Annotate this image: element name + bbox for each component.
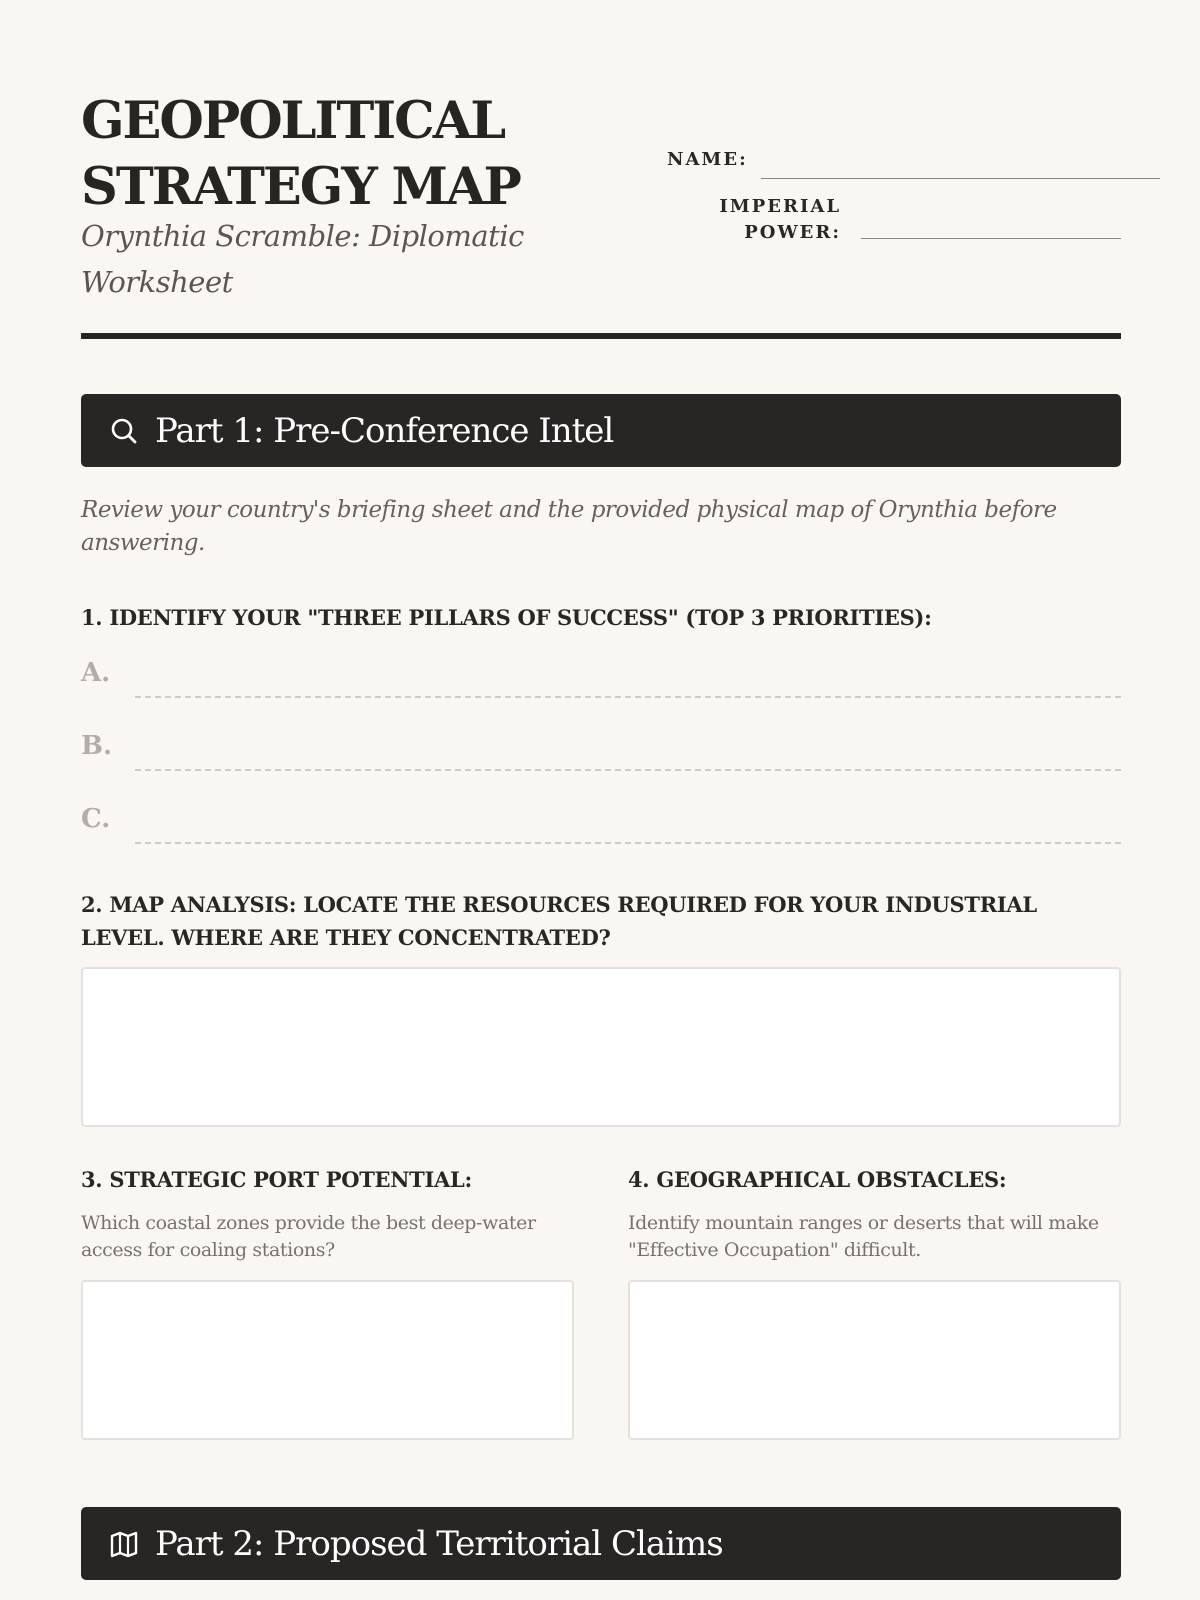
question-1-label: 1. IDENTIFY YOUR "THREE PILLARS OF SUCCESS" (TOP 3 PRIORITIES): — [81, 605, 932, 630]
title-line-1: GEOPOLITICAL — [81, 91, 505, 151]
title-line-2: STRATEGY MAP — [81, 157, 520, 217]
page-subtitle: Orynthia Scramble: Diplomatic Worksheet — [81, 219, 524, 299]
question-3-answer-box[interactable] — [81, 1280, 574, 1440]
pillar-letter-b: B. — [81, 731, 113, 761]
question-3-hint: Which coastal zones provide the best deep-water access for coaling stations? — [81, 1212, 536, 1261]
worksheet-page — [81, 0, 1121, 1564]
pillar-a-field[interactable] — [135, 696, 1121, 698]
page-title — [81, 88, 601, 220]
pillar-letter-c: C. — [81, 804, 111, 834]
imperial-power-field[interactable] — [861, 238, 1121, 239]
pillar-c-field[interactable] — [135, 842, 1121, 844]
map-icon — [109, 1529, 139, 1559]
part2-banner — [81, 1507, 1121, 1580]
name-field[interactable] — [761, 178, 1160, 179]
question-4-answer-box[interactable] — [628, 1280, 1121, 1440]
question-4-hint: Identify mountain ranges or deserts that will make "Effective Occupation" difficult. — [628, 1212, 1099, 1261]
question-4-label: 4. GEOGRAPHICAL OBSTACLES: — [628, 1167, 1007, 1192]
worksheet-header — [81, 0, 1121, 340]
imperial-power-label-line-1: IMPERIAL — [719, 196, 841, 217]
part1-title: Part 1: Pre-Conference Intel — [155, 410, 614, 451]
question-3-label: 3. STRATEGIC PORT POTENTIAL: — [81, 1167, 472, 1192]
part1-instruction: Review your country's briefing sheet and the provided physical map of Orynthia before answering. — [81, 497, 1057, 556]
part2-title: Part 2: Proposed Territorial Claims — [155, 1523, 723, 1564]
pillar-row-a — [81, 658, 1121, 708]
part1-banner — [81, 394, 1121, 467]
pillar-letter-a: A. — [81, 658, 111, 688]
pillar-b-field[interactable] — [135, 769, 1121, 771]
question-2-label: 2. MAP ANALYSIS: LOCATE THE RESOURCES REQUIRED FOR YOUR INDUSTRIAL LEVEL. WHERE ARE THEY CONCENTRATED? — [81, 892, 1037, 950]
imperial-power-label-line-2: POWER: — [744, 222, 841, 243]
name-label: NAME: — [667, 149, 748, 170]
pillar-row-b — [81, 731, 1121, 781]
search-icon — [109, 416, 139, 446]
pillar-row-c — [81, 804, 1121, 854]
header-divider — [81, 333, 1121, 339]
question-2-answer-box[interactable] — [81, 967, 1121, 1127]
imperial-power-label — [701, 194, 841, 246]
